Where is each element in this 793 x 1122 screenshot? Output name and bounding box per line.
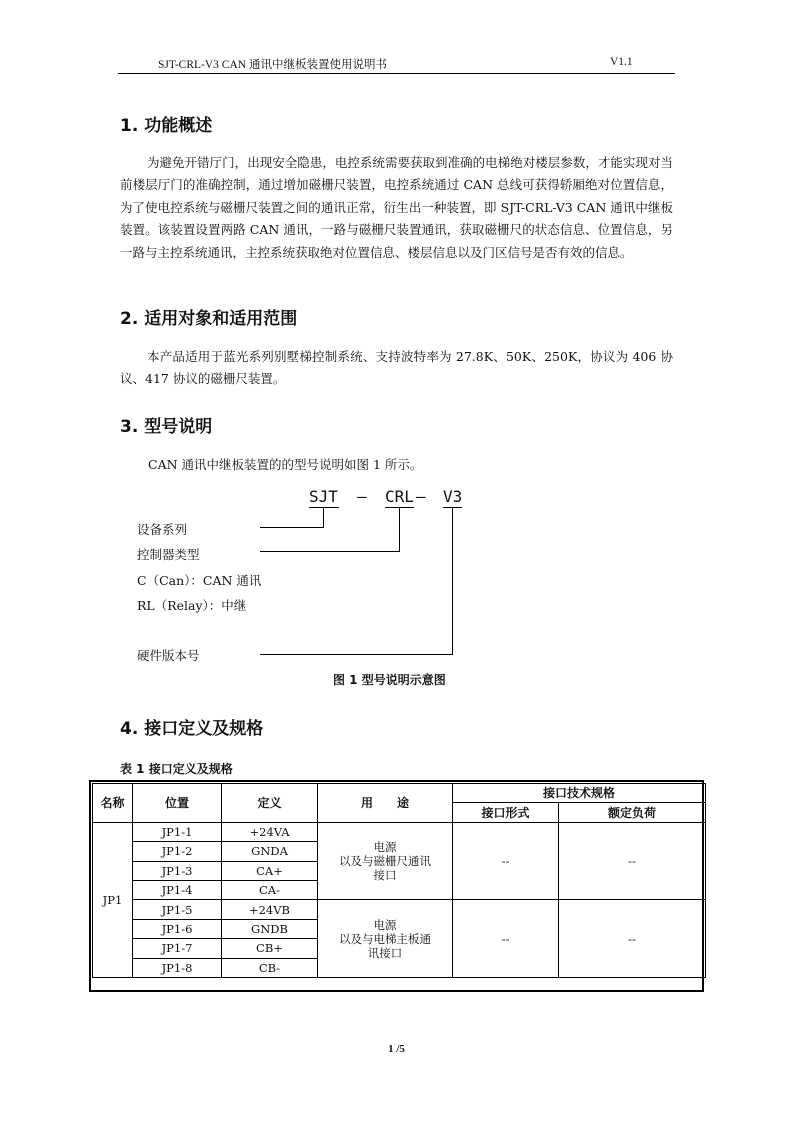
th-name: 名称 [93, 784, 133, 823]
usage-line: 电源 [373, 917, 397, 932]
th-usage: 用 途 [318, 784, 453, 823]
table-1-caption: 表 1 接口定义及规格 [120, 762, 233, 776]
cell-group-name: JP1 [93, 822, 133, 977]
label-controller-type: 控制器类型 [137, 547, 200, 562]
model-code-series: SJT [309, 487, 338, 506]
leader-type-vertical [399, 507, 400, 552]
th-definition: 定义 [222, 784, 318, 823]
section-2-body: 本产品适用于蓝光系列别墅梯控制系统、支持波特率为 27.8K、50K、250K，协议为 406 协议、417 协议的磁栅尺装置。 [120, 349, 673, 387]
cell-usage-group-2 [318, 900, 453, 978]
doc-header-title: SJT-CRL-V3 CAN 通讯中继板装置使用说明书 [158, 59, 387, 71]
cell-definition: GNDB [222, 919, 318, 938]
leader-type-horizontal [260, 551, 400, 552]
section-1-body: 为避免开错厅门，出现安全隐患，电控系统需要获取到准确的电梯绝对楼层参数，才能实现对当前楼层厅门的准确控制，通过增加磁栅尺装置，电控系统通过 CAN 总线可获得轿厢绝对位置信息，为了使电控系统与磁栅尺装置之间的通讯正常，衍生出一种装置，即 SJT-CRL-V3 CAN 通讯中继板装置。该装置设置两路 CAN 通讯，一路与磁栅尺装置通讯，获取磁栅尺的状态信息、位置信息，另一路与主控系统通讯，主控系统获取绝对位置信息、楼层信息以及门区信号是否有效的信息。 [120, 155, 673, 260]
label-hardware-version: 硬件版本号 [137, 648, 200, 663]
cell-position: JP1-6 [133, 919, 222, 938]
usage-line: 以及与电梯主板通 [339, 931, 431, 946]
usage-line: 以及与磁栅尺通讯 [339, 854, 431, 869]
section-3-intro: CAN 通讯中继板装置的的型号说明如图 1 所示。 [148, 457, 423, 472]
label-type-can: C（Can）：CAN 通讯 [137, 573, 262, 588]
leader-series-horizontal [260, 527, 324, 528]
table-header-row [93, 784, 706, 803]
cell-load-group-2: -- [559, 900, 706, 978]
model-dash-2: — [416, 487, 426, 506]
cell-definition: +24VA [222, 822, 318, 841]
th-rated-load: 额定负荷 [559, 803, 706, 822]
doc-header-version: V1.1 [610, 56, 633, 68]
label-type-relay: RL（Relay）：中继 [137, 598, 247, 613]
usage-line: 讯接口 [367, 945, 403, 960]
cell-definition: CB- [222, 958, 318, 977]
cell-position: JP1-5 [133, 900, 222, 919]
section-3-title: 3. 型号说明 [120, 417, 213, 437]
section-4-title: 4. 接口定义及规格 [120, 719, 264, 739]
cell-form-group-1: -- [453, 822, 559, 900]
cell-definition: CA+ [222, 861, 318, 880]
th-interface-spec: 接口技术规格 [453, 784, 706, 803]
leader-version-horizontal [260, 654, 453, 655]
model-dash-1: — [357, 487, 367, 506]
cell-load-group-1: -- [559, 822, 706, 900]
section-2-title: 2. 适用对象和适用范围 [120, 309, 298, 329]
figure-1-caption: 图 1 型号说明示意图 [333, 673, 446, 687]
cell-form-group-2: -- [453, 900, 559, 978]
cell-position: JP1-1 [133, 822, 222, 841]
table-row [93, 822, 706, 841]
cell-usage-group-1 [318, 822, 453, 900]
leader-series-vertical [323, 507, 324, 528]
th-interface-form: 接口形式 [453, 803, 559, 822]
cell-position: JP1-8 [133, 958, 222, 977]
leader-version-vertical [452, 507, 453, 655]
cell-definition: CA- [222, 880, 318, 899]
label-device-series: 设备系列 [137, 522, 188, 537]
cell-position: JP1-3 [133, 861, 222, 880]
interface-spec-table [92, 783, 706, 978]
page-number: 1 /5 [388, 1043, 405, 1055]
usage-line: 接口 [373, 868, 397, 883]
model-code-type: CRL [385, 487, 414, 506]
cell-position: JP1-2 [133, 842, 222, 861]
underline-series [309, 507, 339, 508]
cell-definition: +24VB [222, 900, 318, 919]
cell-definition: GNDA [222, 842, 318, 861]
usage-line: 电源 [373, 840, 397, 855]
cell-definition: CB+ [222, 939, 318, 958]
section-1-title: 1. 功能概述 [120, 116, 213, 136]
th-position: 位置 [133, 784, 222, 823]
header-divider [118, 73, 675, 74]
table-row [93, 900, 706, 919]
cell-position: JP1-7 [133, 939, 222, 958]
model-code-version: V3 [443, 487, 463, 506]
cell-position: JP1-4 [133, 880, 222, 899]
